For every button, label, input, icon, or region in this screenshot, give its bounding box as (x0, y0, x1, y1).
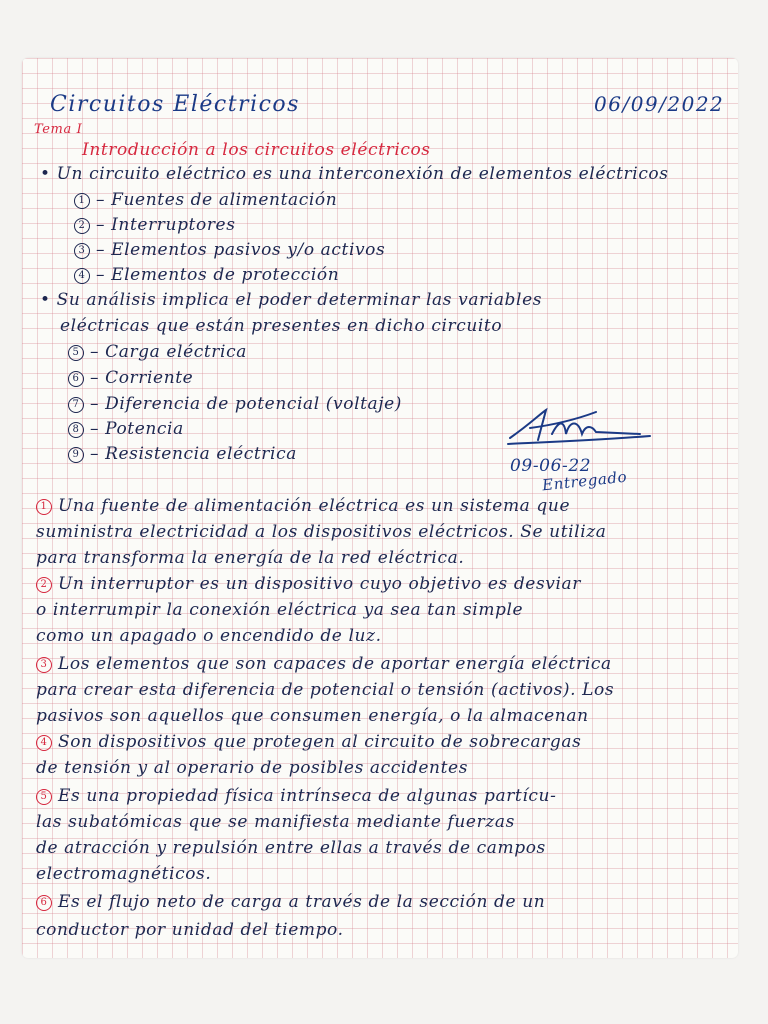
paragraph-text: Los elementos que son capaces de aportar energía eléctrica (58, 654, 612, 674)
notebook-page (22, 58, 738, 958)
list-item-variable-9: 9 – Resistencia eléctrica (68, 444, 297, 464)
paragraph-text: Es el flujo neto de carga a través de la sección de un (58, 892, 546, 912)
page-date: 06/09/2022 (594, 92, 725, 116)
number-circle: 5 (68, 345, 84, 361)
analysis-line-1: • Su análisis implica el poder determinar las variables (40, 290, 543, 310)
paragraph-6-line-2: conductor por unidad del tiempo. (36, 920, 344, 940)
paragraph-4-line-2: de tensión y al operario de posibles accidentes (36, 758, 469, 778)
list-item-variable-6: 6 – Corriente (68, 368, 193, 388)
paragraph-1-line-2: suministra electricidad a los dispositivos eléctricos. Se utiliza (36, 522, 607, 542)
list-item-element-1: 1 – Fuentes de alimentación (74, 190, 337, 210)
list-item-text: Fuentes de alimentación (111, 190, 338, 210)
paragraph-6-line-1 (36, 892, 545, 912)
list-item-text: Interruptores (111, 215, 236, 235)
paragraph-3-line-2: para crear esta diferencia de potencial o tensión (activos). Los (36, 680, 615, 700)
intro-heading: Introducción a los circuitos eléctricos (82, 140, 431, 160)
stamp-note: Entregado (541, 467, 628, 495)
paragraph-2-line-3: como un apagado o encendido de luz. (36, 626, 382, 646)
list-item-text: Resistencia eléctrica (105, 444, 297, 464)
page-title: Circuitos Eléctricos (50, 92, 300, 117)
paragraph-2-line-1 (36, 574, 581, 594)
number-circle: 2 (74, 218, 90, 234)
number-circle: 1 (74, 193, 90, 209)
paragraph-4-line-1 (36, 732, 581, 752)
list-item-text: Corriente (105, 368, 194, 388)
number-circle: 3 (36, 657, 52, 673)
paragraph-text: Es una propiedad física intrínseca de algunas partícu- (58, 786, 557, 806)
list-item-element-4: 4 – Elementos de protección (74, 265, 339, 285)
paragraph-5-line-1 (36, 786, 556, 806)
list-item-text: Potencia (105, 419, 184, 439)
list-item-text: Elementos de protección (111, 265, 340, 285)
paragraph-5-line-4: electromagnéticos. (36, 864, 212, 884)
paragraph-1-line-3: para transforma la energía de la red eléctrica. (36, 548, 465, 568)
list-item-text: Carga eléctrica (105, 342, 247, 362)
number-circle: 1 (36, 499, 52, 515)
number-circle: 6 (36, 895, 52, 911)
paragraph-5-line-3: de atracción y repulsión entre ellas a través de campos (36, 838, 546, 858)
paragraph-text: Una fuente de alimentación eléctrica es un sistema que (58, 496, 571, 516)
number-circle: 8 (68, 422, 84, 438)
paragraph-1-line-1 (36, 496, 570, 516)
definition-line: • Un circuito eléctrico es una interconexión de elementos eléctricos (40, 164, 669, 184)
number-circle: 4 (36, 735, 52, 751)
paragraph-2-line-2: o interrumpir la conexión eléctrica ya sea tan simple (36, 600, 524, 620)
list-item-text: Elementos pasivos y/o activos (111, 240, 386, 260)
number-circle: 7 (68, 397, 84, 413)
number-circle: 9 (68, 447, 84, 463)
paragraph-5-line-2: las subatómicas que se manifiesta mediante fuerzas (36, 812, 515, 832)
stamp-date: 09-06-22 (510, 456, 592, 476)
number-circle: 2 (36, 577, 52, 593)
number-circle: 3 (74, 243, 90, 259)
topic-label: Tema I (34, 122, 83, 137)
paragraph-3-line-3: pasivos son aquellos que consumen energía, o la almacenan (36, 706, 589, 726)
number-circle: 6 (68, 371, 84, 387)
paragraph-text: Un interruptor es un dispositivo cuyo objetivo es desviar (58, 574, 581, 594)
number-circle: 4 (74, 268, 90, 284)
list-item-element-3: 3 – Elementos pasivos y/o activos (74, 240, 385, 260)
analysis-line-2: eléctricas que están presentes en dicho circuito (60, 316, 503, 336)
list-item-text: Diferencia de potencial (voltaje) (105, 394, 403, 414)
list-item-variable-8: 8 – Potencia (68, 419, 184, 439)
list-item-element-2: 2 – Interruptores (74, 215, 236, 235)
list-item-variable-5: 5 – Carga eléctrica (68, 342, 247, 362)
list-item-variable-7: 7 – Diferencia de potencial (voltaje) (68, 394, 402, 414)
paragraph-3-line-1 (36, 654, 612, 674)
number-circle: 5 (36, 789, 52, 805)
paragraph-text: Son dispositivos que protegen al circuito de sobrecargas (58, 732, 582, 752)
